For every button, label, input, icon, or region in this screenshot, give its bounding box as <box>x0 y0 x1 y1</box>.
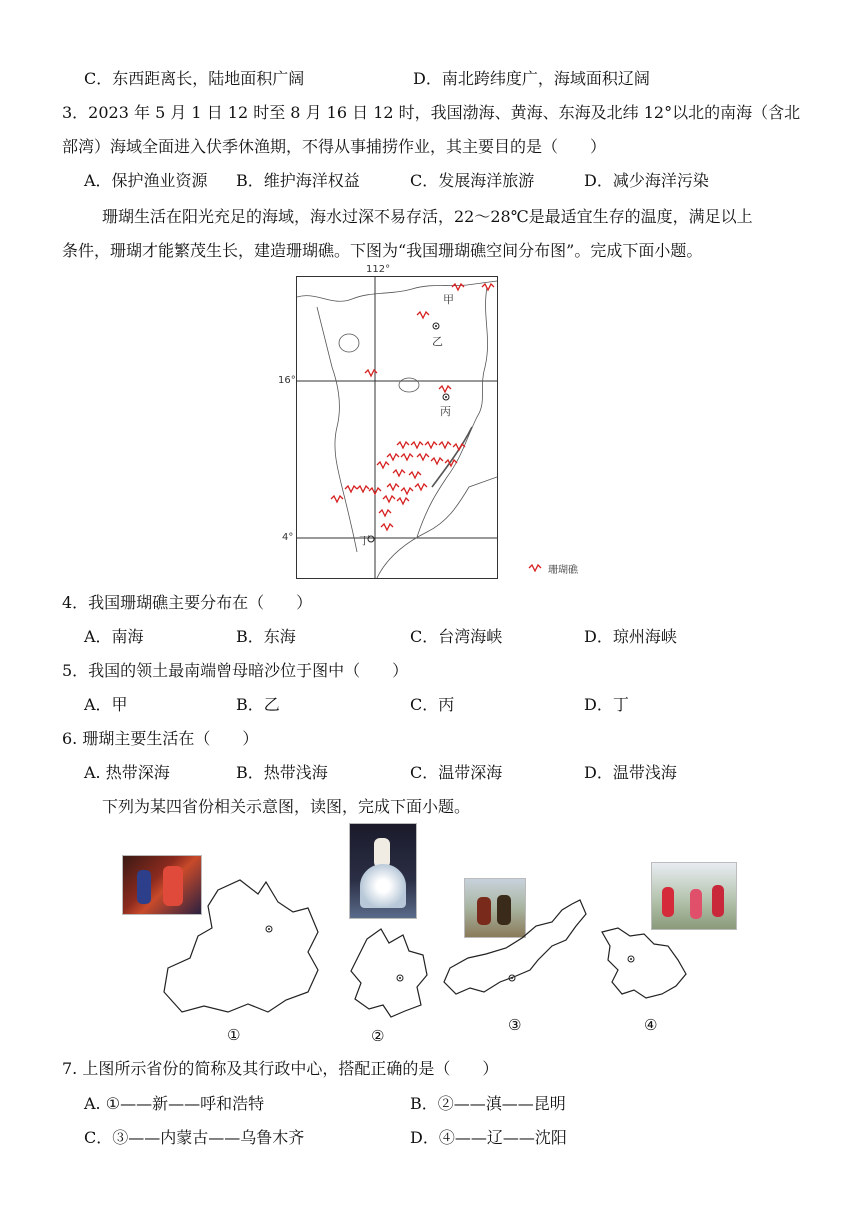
q6-option-d: D．温带浅海 <box>584 763 677 782</box>
passage2-line1: 下列为某四省份相关示意图，读图，完成下面小题。 <box>102 797 471 816</box>
q7-option-c: C．③——内蒙古——乌鲁木齐 <box>84 1128 305 1147</box>
q2-option-d: D．南北跨纬度广，海域面积辽阔 <box>413 69 650 88</box>
q7-option-d: D．④——辽——沈阳 <box>410 1128 567 1147</box>
q4-stem: 4．我国珊瑚礁主要分布在（ ） <box>62 593 313 612</box>
q4-option-c: C．台湾海峡 <box>410 627 503 646</box>
map-longitude-label: 112° <box>366 264 391 275</box>
q5-stem: 5．我国的领土最南端曾母暗沙位于图中（ ） <box>62 661 409 680</box>
reef-legend-label: 珊瑚礁 <box>548 565 578 576</box>
province-1-number: ① <box>227 1026 241 1044</box>
map-label-ding: 丁 <box>359 534 370 547</box>
q3-option-b: B．维护海洋权益 <box>236 171 360 190</box>
reef-legend-icon <box>528 560 544 572</box>
passage1-line2: 条件，珊瑚才能繁茂生长，建造珊瑚礁。下图为“我国珊瑚礁空间分布图”。完成下面小题。 <box>62 241 703 260</box>
q5-option-d: D．丁 <box>584 695 629 714</box>
province-3-outline <box>440 896 590 1004</box>
q7-stem: 7. 上图所示省份的简称及其行政中心，搭配正确的是（ ） <box>62 1059 499 1078</box>
province-2-number: ② <box>371 1027 385 1045</box>
q3-option-c: C．发展海洋旅游 <box>410 171 535 190</box>
coral-reef-map <box>296 276 498 579</box>
q4-option-b: B．东海 <box>236 627 296 646</box>
vietnam-coastline <box>317 307 357 552</box>
province-4-number: ④ <box>644 1016 658 1034</box>
q6-option-c: C．温带深海 <box>410 763 503 782</box>
south-china-coastline <box>297 281 497 301</box>
q3-option-d: D．减少海洋污染 <box>584 171 709 190</box>
map-label-jia: 甲 <box>443 293 454 306</box>
province-4-outline <box>596 924 692 1004</box>
map-latitude-4-label: 4° <box>282 532 294 543</box>
q6-stem: 6. 珊瑚主要生活在（ ） <box>62 729 259 748</box>
province-2-photo <box>349 823 417 919</box>
q5-option-a: A．甲 <box>84 695 128 714</box>
q5-option-c: C．丙 <box>410 695 455 714</box>
philippines-coastline <box>417 287 488 537</box>
q4-option-d: D．琼州海峡 <box>584 627 677 646</box>
palawan-island <box>432 427 472 487</box>
island-outline <box>399 378 419 392</box>
q3-stem-line1: 3．2023 年 5 月 1 日 12 时至 8 月 16 日 12 时，我国渤海、黄海、东海及北纬 12°以北的南海（含北 <box>62 103 801 122</box>
q3-option-a: A．保护渔业资源 <box>84 171 208 190</box>
passage1-line1: 珊瑚生活在阳光充足的海域，海水过深不易存活，22～28℃是最适宜生存的温度，满足以上 <box>102 207 753 226</box>
q4-option-a: A．南海 <box>84 627 144 646</box>
reef-symbols <box>331 284 494 530</box>
q7-option-a: A. ①——新——呼和浩特 <box>84 1094 265 1113</box>
map-label-yi: 乙 <box>432 335 443 348</box>
q3-stem-line2: 部湾）海域全面进入伏季休渔期，不得从事捕捞作业，其主要目的是（ ） <box>62 137 607 156</box>
hainan-island <box>339 334 359 352</box>
province-2-outline <box>347 925 433 1021</box>
q6-option-a: A. 热带深海 <box>84 763 170 782</box>
map-label-bing: 丙 <box>440 405 451 418</box>
q7-option-b: B．②——滇——昆明 <box>410 1094 566 1113</box>
q6-option-b: B．热带浅海 <box>236 763 328 782</box>
q5-option-b: B．乙 <box>236 695 280 714</box>
coral-reef-map-svg <box>297 277 497 578</box>
q2-option-c: C．东西距离长，陆地面积广阔 <box>84 69 305 88</box>
province-1-outline <box>158 872 328 1022</box>
map-latitude-16-label: 16° <box>278 375 296 386</box>
province-4-photo <box>651 862 737 930</box>
province-3-number: ③ <box>508 1016 522 1034</box>
